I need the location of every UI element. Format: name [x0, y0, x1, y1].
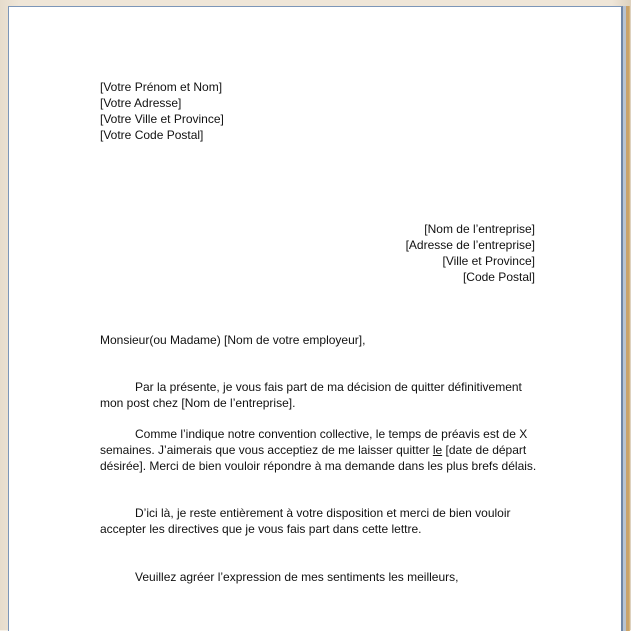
recipient-address-block: [406, 221, 535, 285]
paragraph-availability: [100, 505, 540, 537]
recipient-city-province: [Ville et Province]: [442, 254, 535, 268]
paragraph-notice-underlined-word: le: [432, 443, 443, 457]
recipient-company-address: [Adresse de l’entreprise]: [405, 238, 535, 252]
sender-address: [Votre Adresse]: [100, 96, 182, 110]
paragraph-notice-text-end: [date de départ désirée]. Merci de bien vouloir répondre à ma demande dans les plus brefs délais.: [100, 443, 537, 473]
sender-postal-code: [Votre Code Postal]: [100, 128, 204, 142]
salutation: Monsieur(ou Madame) [Nom de votre employeur],: [100, 333, 366, 347]
document-page: [8, 6, 623, 631]
paragraph-resignation-text: Par la présente, je vous fais part de ma décision de quitter définitivement mon post chez [Nom de l’entreprise].: [100, 380, 522, 410]
recipient-postal-code: [Code Postal]: [462, 270, 535, 284]
paragraph-notice-text-start: Comme l’indique notre convention collective, le temps de préavis est de X semaines. J’aimerais que vous acceptiez de me laisser quitter: [100, 427, 528, 457]
paragraph-resignation: [100, 379, 540, 411]
recipient-company-name: [Nom de l’entreprise]: [424, 222, 535, 236]
paragraph-notice-period: [100, 426, 540, 474]
sender-address-block: [100, 79, 224, 143]
closing-formula: Veuillez agréer l’expression de mes sentiments les meilleurs,: [135, 570, 459, 584]
paragraph-availability-text: D’ici là, je reste entièrement à votre disposition et merci de bien vouloir accepter les directives que je vous fais part dans cette lettre.: [100, 506, 511, 536]
sender-name: [Votre Prénom et Nom]: [100, 80, 223, 94]
sender-city-province: [Votre Ville et Province]: [100, 112, 224, 126]
